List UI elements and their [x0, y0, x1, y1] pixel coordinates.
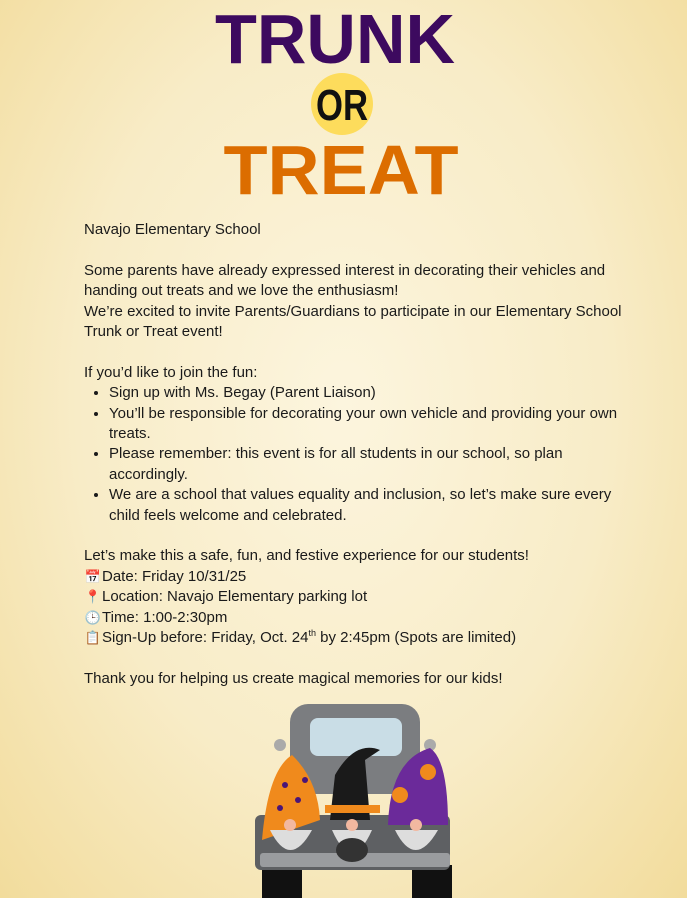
thanks-line: Thank you for helping us create magical memories for our kids!	[84, 669, 503, 687]
signup-sup: th	[308, 628, 316, 639]
bullet-item: • Sign up with Ms. Begay (Parent Liaison)	[109, 383, 624, 403]
intro-paragraph-2: We’re excited to invite Parents/Guardians to participate in our Elementary School Trunk or Treat event!	[84, 302, 622, 341]
date-text: Date: Friday 10/31/25	[102, 567, 247, 585]
hat-dot	[302, 777, 308, 783]
date-line	[84, 567, 624, 587]
bullet-item: • You’ll be responsible for decorating your own vehicle and providing your own treats.	[109, 404, 624, 445]
time-text: Time: 1:00-2:30pm	[102, 608, 228, 626]
trunk-or-treat-logo	[200, 0, 470, 220]
gnome-nose	[284, 819, 296, 831]
calendar-icon: 📅	[84, 568, 102, 584]
gnome-nose	[410, 819, 422, 831]
flyer-body	[84, 220, 624, 689]
closing-intro: Let’s make this a safe, fun, and festive experience for our students!	[84, 547, 529, 565]
bullet-item: • We are a school that values equality and inclusion, so let’s make sure every child feels welcome and celebrated.	[109, 485, 624, 526]
logo-or: OR	[316, 81, 368, 130]
pumpkin-icon	[420, 764, 436, 780]
cauldron	[336, 838, 368, 862]
bullet-list	[84, 383, 624, 526]
clock-icon: 🕒	[84, 609, 102, 625]
school-name: Navajo Elementary School	[84, 221, 261, 238]
location-line	[84, 587, 624, 607]
clipboard-icon: 📋	[84, 630, 102, 646]
hat-band	[325, 805, 380, 813]
signup-text-after: by 2:45pm (Spots are limited)	[316, 629, 517, 647]
signup-line	[84, 628, 624, 648]
intro-paragraph-1: Some parents have already expressed interest in decorating their vehicles and handing out treats and we love the enthusiasm!	[84, 261, 606, 300]
pumpkin-icon	[392, 787, 408, 803]
hat-dot	[282, 782, 288, 788]
bullet-item: • Please remember: this event is for all students in our school, so plan accordingly.	[109, 444, 624, 485]
logo-treat: TREAT	[223, 131, 459, 209]
mirror-icon	[274, 739, 286, 751]
time-line	[84, 608, 624, 628]
pin-icon: 📍	[84, 589, 102, 605]
signup-text: Sign-Up before: Friday, Oct. 24	[102, 629, 309, 647]
gnome-nose	[346, 819, 358, 831]
hat-dot	[295, 797, 301, 803]
join-heading: If you’d like to join the fun:	[84, 363, 258, 381]
truck-window	[310, 718, 402, 756]
hat-dot	[277, 805, 283, 811]
logo-trunk: TRUNK	[215, 0, 455, 78]
location-text: Location: Navajo Elementary parking lot	[102, 588, 368, 606]
truck-gnomes-illustration	[240, 700, 455, 898]
